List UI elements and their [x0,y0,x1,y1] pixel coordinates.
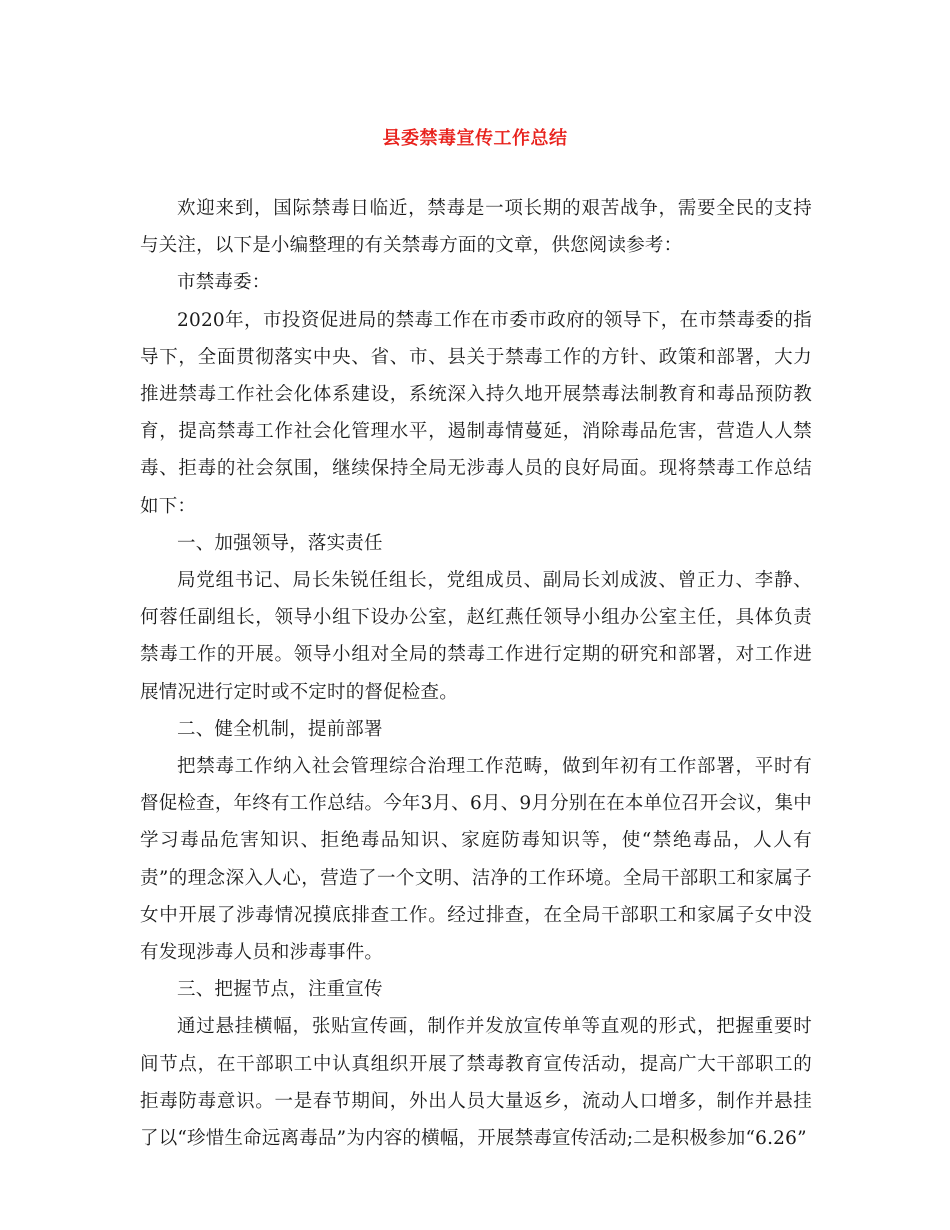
section-heading-2: 二、健全机制，提前部署 [177,718,383,740]
intro-paragraph: 欢迎来到，国际禁毒日临近，禁毒是一项长期的艰苦战争，需要全民的支持与关注，以下是小编整理的有关禁毒方面的文章，供您阅读参考： [140,198,812,257]
section-heading-3: 三、把握节点，注重宣传 [177,979,383,1001]
section-heading-1: 一、加强领导，落实责任 [177,532,383,554]
addressee-line: 市禁毒委： [177,272,271,294]
document-body [140,190,812,1157]
document-title: 县委禁毒宣传工作总结 [382,128,568,149]
overview-paragraph: 2020年，市投资促进局的禁毒工作在市委市政府的领导下，在市禁毒委的指导下，全面贯彻落实中央、省、市、县关于禁毒工作的方针、政策和部署，大力推进禁毒工作社会化体系建设，系统深入持久地开展禁毒法制教育和毒品预防教育，提高禁毒工作社会化管理水平，遏制毒情蔓延，消除毒品危害，营造人人禁毒、拒毒的社会氛围，继续保持全局无涉毒人员的良好局面。现将禁毒工作总结如下： [140,309,812,517]
section-3-paragraph: 通过悬挂横幅，张贴宣传画，制作并发放宣传单等直观的形式，把握重要时间节点，在干部职工中认真组织开展了禁毒教育宣传活动，提高广大干部职工的拒毒防毒意识。一是春节期间，外出人员大量返乡，流动人口增多，制作并悬挂了以“珍惜生命远离毒品”为内容的横幅，开展禁毒宣传活动;二是积极参加“6.26” [140,1016,812,1150]
section-2-paragraph: 把禁毒工作纳入社会管理综合治理工作范畴，做到年初有工作部署，平时有督促检查，年终有工作总结。今年3月、6月、9月分别在在本单位召开会议，集中学习毒品危害知识、拒绝毒品知识、家庭防毒知识等，使“禁绝毒品，人人有责”的理念深入人心，营造了一个文明、洁净的工作环境。全局干部职工和家属子女中开展了涉毒情况摸底排查工作。经过排查，在全局干部职工和家属子女中没有发现涉毒人员和涉毒事件。 [140,756,812,964]
section-1-paragraph: 局党组书记、局长朱锐任组长，党组成员、副局长刘成波、曾正力、李静、何蓉任副组长，领导小组下设办公室，赵红燕任领导小组办公室主任，具体负责禁毒工作的开展。领导小组对全局的禁毒工作进行定期的研究和部署，对工作进展情况进行定时或不定时的督促检查。 [140,570,812,703]
